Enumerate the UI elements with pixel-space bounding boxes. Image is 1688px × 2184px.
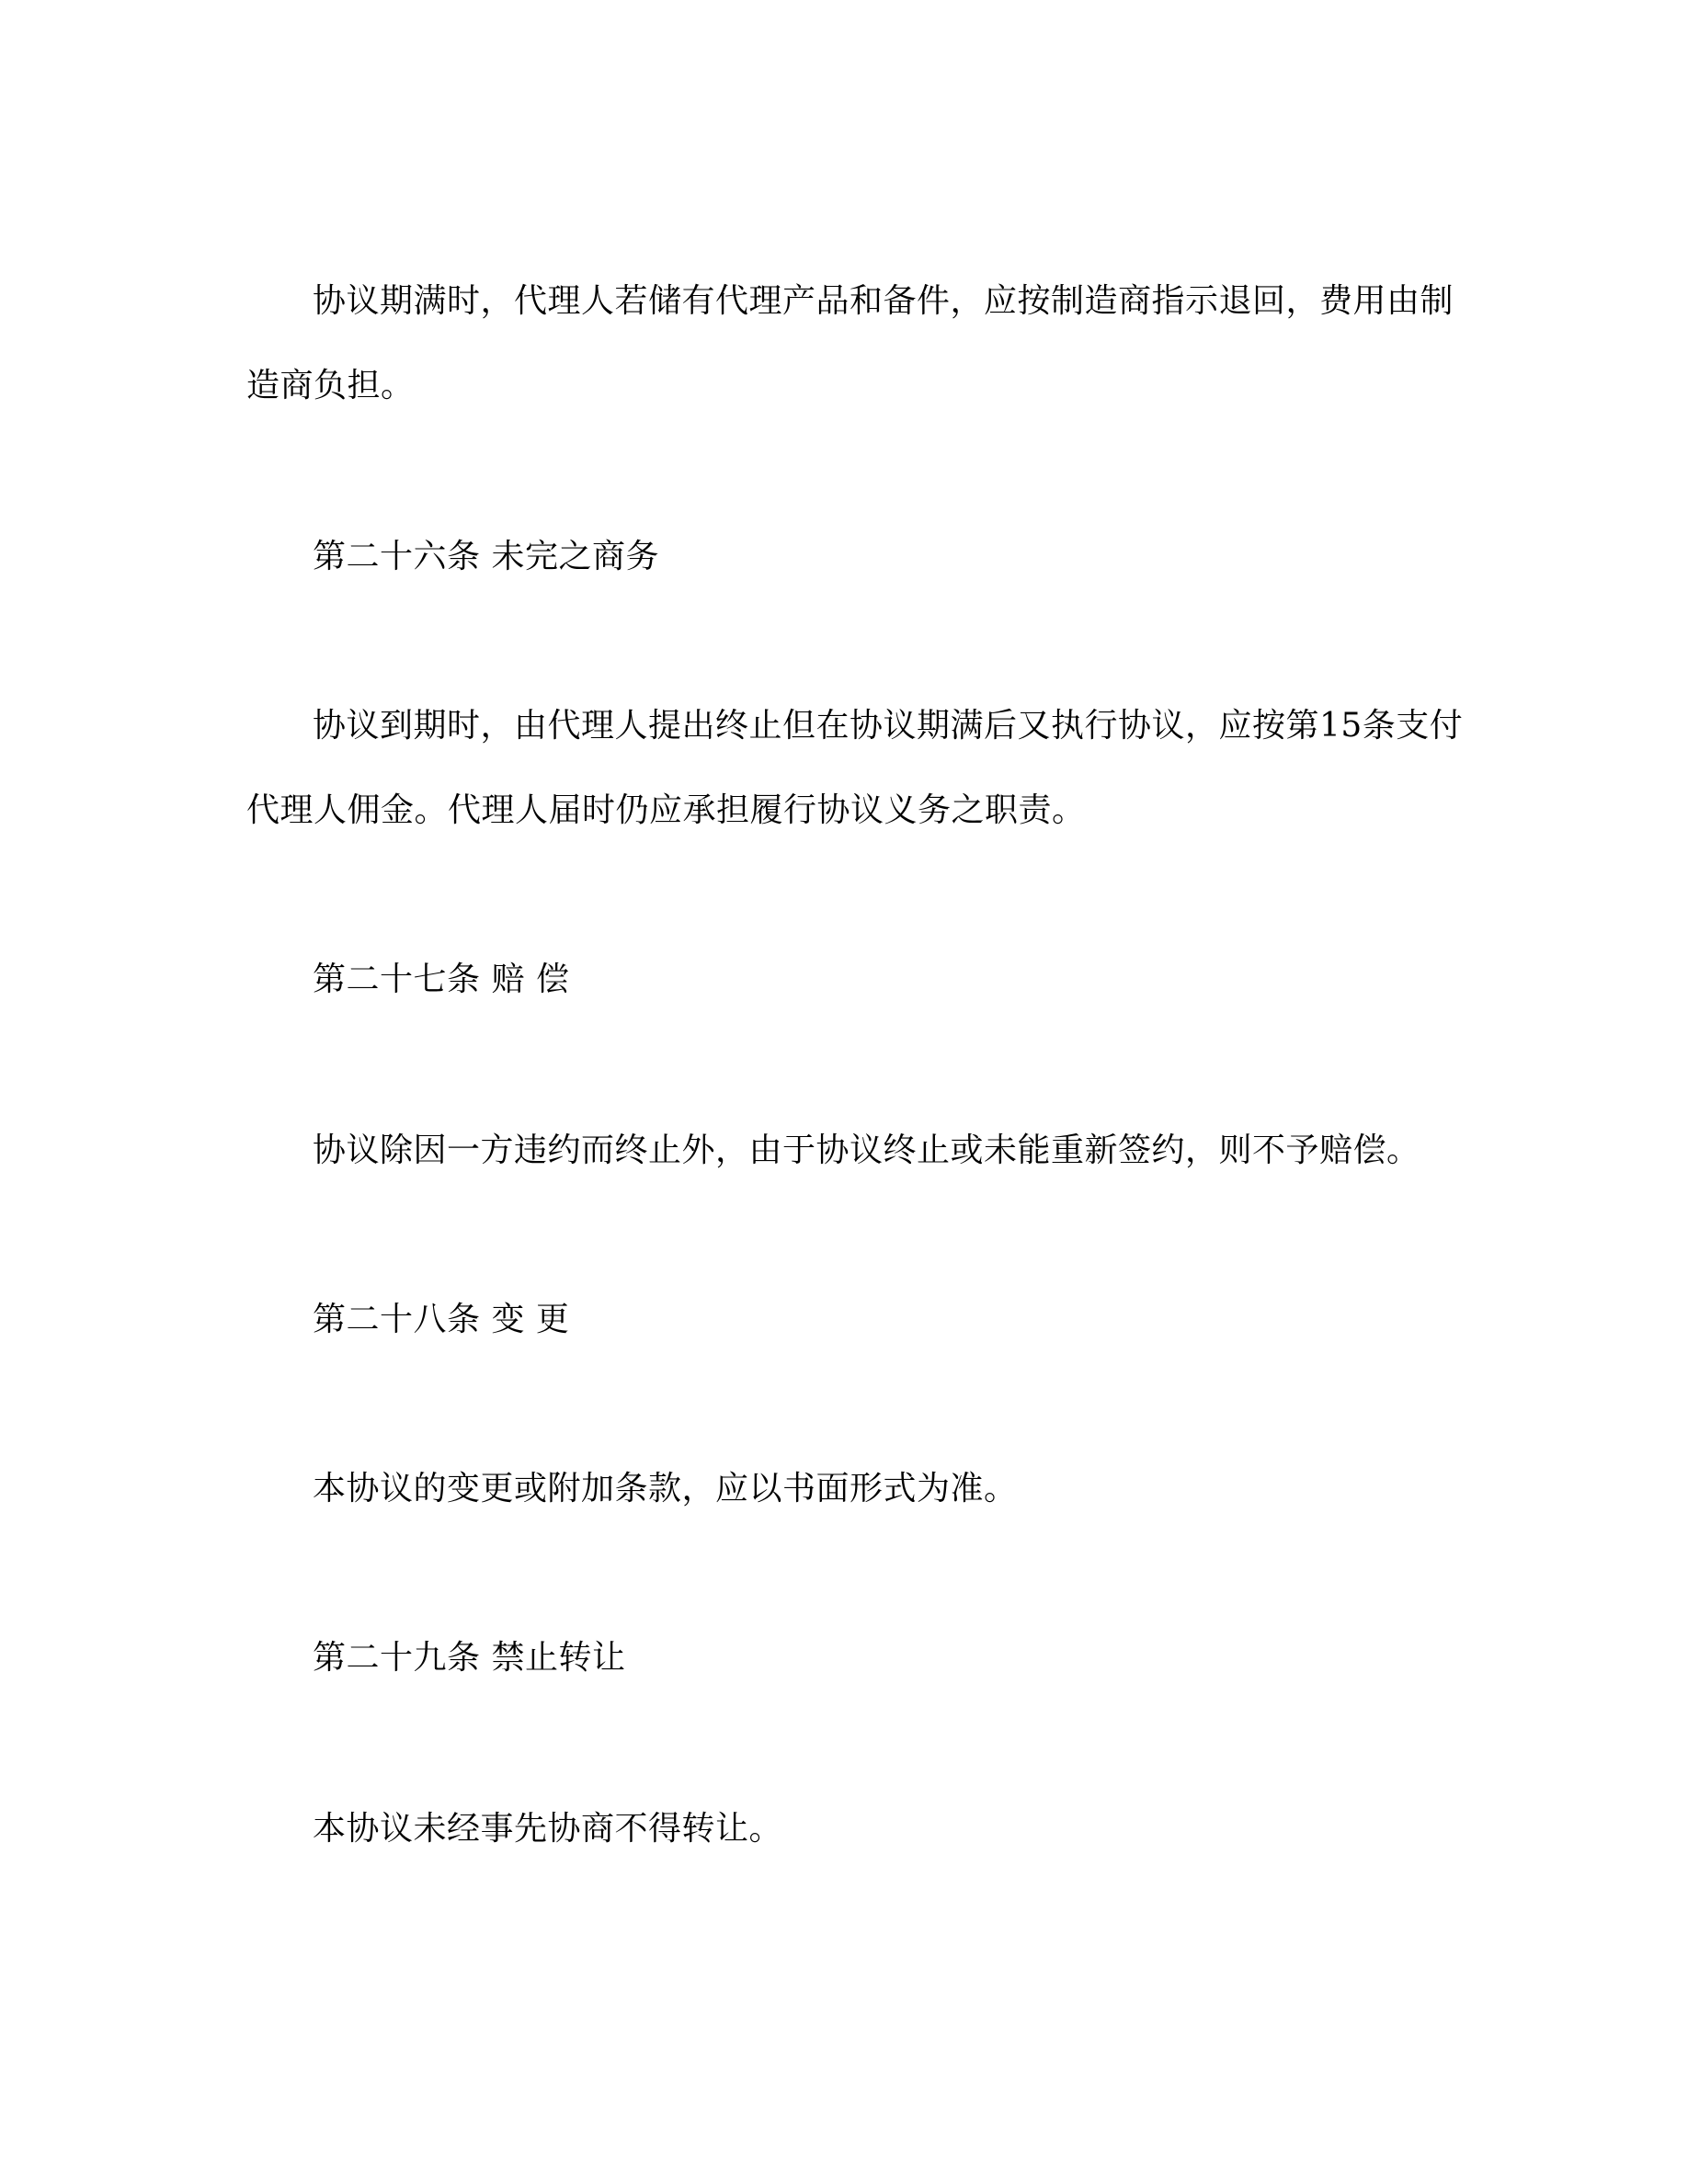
- article-27-heading: 第二十七条 赔 偿: [313, 961, 570, 998]
- article-26-heading: 第二十六条 未完之商务: [313, 538, 659, 575]
- paragraph-3-line-1: 协议除因一方违约而终止外，由于协议终止或未能重新签约，则不予赔偿。: [313, 1132, 1420, 1169]
- paragraph-1-line-1: 协议期满时，代理人若储有代理产品和备件，应按制造商指示退回，费用由制: [313, 282, 1454, 320]
- paragraph-4-line-1: 本协议的变更或附加条款，应以书面形式为准。: [313, 1470, 1018, 1507]
- article-28-heading: 第二十八条 变 更: [313, 1301, 570, 1338]
- article-29-heading: 第二十九条 禁止转让: [313, 1639, 626, 1677]
- paragraph-2-line-2: 代理人佣金。代理人届时仍应承担履行协议义务之职责。: [246, 791, 1086, 829]
- paragraph-1-line-2: 造商负担。: [246, 367, 415, 404]
- paragraph-2-line-1: 协议到期时，由代理人提出终止但在协议期满后又执行协议，应按第15条支付: [313, 707, 1464, 745]
- paragraph-5-line-1: 本协议未经事先协商不得转让。: [313, 1810, 783, 1848]
